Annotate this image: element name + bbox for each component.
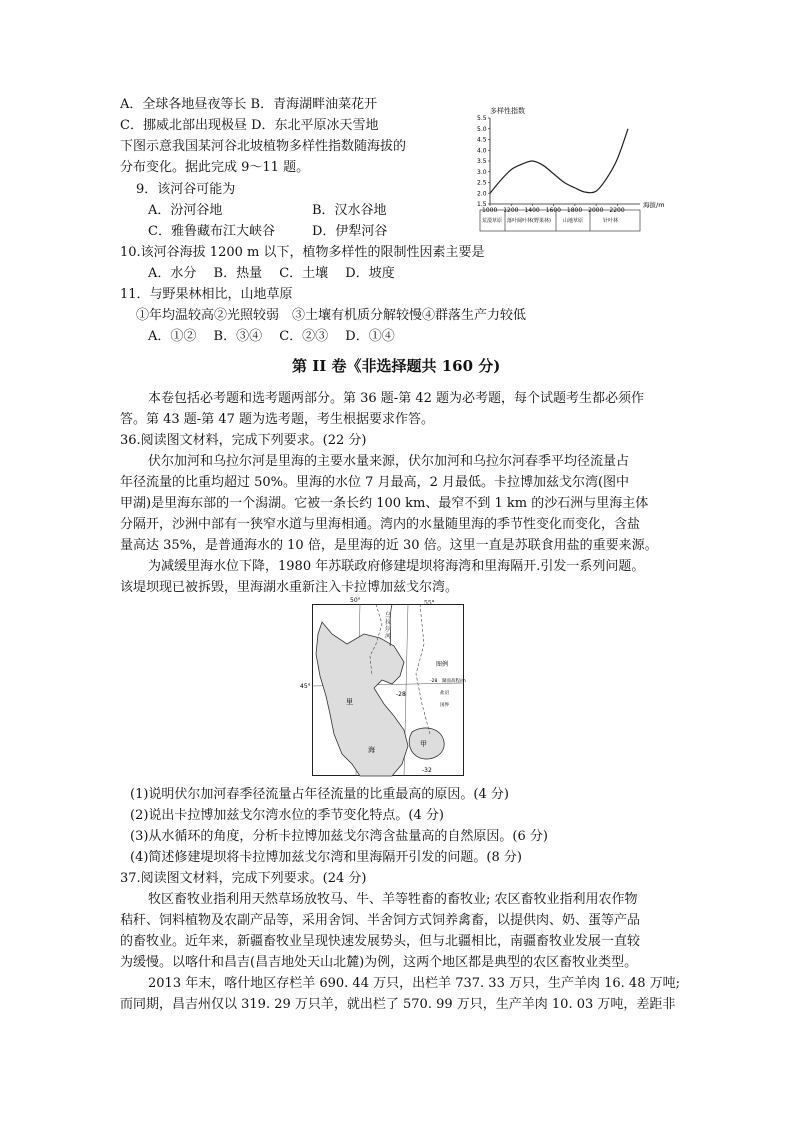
lat-label-45: 45° xyxy=(300,683,311,690)
q9-option-a: A．汾河谷地 xyxy=(148,203,223,218)
zone-conifer-forest: 针叶林 xyxy=(603,218,619,224)
option-line-cd: C．挪威北部出现极昼 D．东北平原冰天雪地 xyxy=(120,118,379,133)
question-9: 9．该河谷可能为 xyxy=(136,182,236,197)
q36-subquestion-2: (2)说出卡拉博加兹戈尔湾水位的季节变化特点。(4 分) xyxy=(130,808,444,823)
x-tick-label: 1800 xyxy=(566,207,583,214)
map-legend-salt-marsh: 盐沼 xyxy=(440,691,449,696)
q36-text-line-3: 甲湖)是里海东部的一个潟湖。它被一条长约 100 km、最窄不到 1 km 的沙石洲与里海主体 xyxy=(120,496,649,511)
option-line-ab: A．全球各地昼夜等长 B．青海湖畔油菜花开 xyxy=(120,97,378,112)
q37-text-line-4: 为缓慢。以喀什和昌吉(昌吉地处天山北麓)为例，这两个地区都是典型的农区畜牧业类型。 xyxy=(120,955,638,970)
q37-text-line-5: 2013 年末，喀什地区存栏羊 690. 44 万只，出栏羊 737. 33 万只，生产羊肉 16. 48 万吨; xyxy=(148,976,680,991)
q10-options: A．水分 B．热量 C．土壤 D．坡度 xyxy=(148,266,395,281)
q36-text-line-6: 为减缓里海水位下降，1980 年苏联政府修建堤坝将海湾和里海隔开.引发一系列问题。 xyxy=(148,559,645,574)
x-tick-label: 1200 xyxy=(503,207,519,214)
y-tick-label: 2.0 xyxy=(477,190,487,198)
q9-option-c: C．雅鲁藏布江大峡谷 xyxy=(148,224,275,239)
sea-label-1: 里 xyxy=(346,698,353,706)
q36-text-line-1: 伏尔加河和乌拉尔河是里海的主要水量来源，伏尔加河和乌拉尔河春季平均径流量占 xyxy=(148,454,630,469)
q37-text-line-1: 牧区畜牧业指利用天然草场放牧马、牛、羊等牲畜的畜牧业; 农区畜牧业指利用农作物 xyxy=(148,892,638,907)
x-tick-label: 2000 xyxy=(588,207,604,214)
x-tick-label: 1600 xyxy=(545,207,561,214)
q37-text-line-6: 而同期，昌吉州仅以 319. 29 万只羊，就出栏了 570. 99 万只，生产羊肉 10. 03 万吨，差距非 xyxy=(120,997,676,1012)
diversity-series-line xyxy=(490,129,628,194)
chart-intro-line-2: 分布变化。据此完成 9～11 题。 xyxy=(120,160,310,175)
q36-text-line-4: 分隔开，沙洲中部有一狭窄水道与里海相通。湾内的水量随里海的季节性变化而变化，含盐 xyxy=(120,517,641,532)
q37-text-line-3: 的畜牧业。近年来，新疆畜牧业呈现快速发展势头，但与北疆相比，南疆畜牧业发展一直较 xyxy=(120,934,641,949)
x-axis-label: 海拔/m xyxy=(643,201,665,209)
y-tick-label: 1.5 xyxy=(477,201,487,208)
section-intro-line-1: 本卷包括必考题和选考题两部分。第 36 题-第 42 题为必考题，每个试题考生都必须作 xyxy=(148,391,645,406)
q11-statements: ①年均温较高②光照较弱 ③土壤有机质分解较慢④群落生产力较低 xyxy=(136,308,527,323)
map-legend-border: 国界 xyxy=(440,703,449,708)
q36-subquestion-1: (1)说明伏尔加河春季径流量占年径流量的比重最高的原因。(4 分) xyxy=(130,787,509,802)
q9-option-b: B．汉水谷地 xyxy=(312,203,387,218)
map-legend-elevation: -28 湖面高程/m xyxy=(430,679,466,684)
zone-desert-steppe: 荒漠草原 xyxy=(482,218,503,224)
map-legend-title: 图例 xyxy=(436,661,449,668)
contour-label-32: -32 xyxy=(422,767,432,774)
question-11: 11．与野果林相比，山地草原 xyxy=(120,287,293,302)
y-tick-label: 2.5 xyxy=(477,179,487,187)
x-tick-label: 1000 xyxy=(482,207,498,214)
q37-text-line-2: 秸秆、饲料植物及农副产品等，采用舍饲、半舍饲方式饲养禽畜，以提供肉、奶、蛋等产品 xyxy=(120,913,641,928)
zone-mountain-steppe: 山地草原 xyxy=(563,218,584,224)
question-37-heading: 37.阅读图文材料，完成下列要求。(24 分) xyxy=(120,871,367,886)
section-intro-line-2: 答。第 43 题-第 47 题为选考题，考生根据要求作答。 xyxy=(120,412,435,427)
q36-subquestion-4: (4)简述修建堤坝将卡拉博加兹戈尔湾和里海隔开引发的问题。(8 分) xyxy=(130,850,522,865)
contour-label-28: -28 xyxy=(396,691,406,698)
y-tick-label: 3.0 xyxy=(477,168,487,176)
chart-title: 多样性指数 xyxy=(490,107,525,115)
sea-label-2: 海 xyxy=(368,746,375,754)
q36-text-line-2: 年径流量的比重均超过 50%。里海的水位 7 月最高，2 月最低。卡拉博加兹戈尔湾(图中 xyxy=(120,475,630,490)
q36-text-line-7: 该堤坝现已被拆毁，里海湖水重新注入卡拉博加兹戈尔湾。 xyxy=(120,580,459,595)
question-10: 10.该河谷海拔 1200 m 以下，植物多样性的限制性因素主要是 xyxy=(120,245,485,260)
lon-label-50: 50° xyxy=(350,597,361,604)
lake-label: 甲 xyxy=(420,740,427,748)
y-tick-label: 3.5 xyxy=(477,158,487,165)
x-tick-label: 1400 xyxy=(524,207,540,214)
y-tick-label: 5.5 xyxy=(477,115,487,122)
lon-label-55: 55° xyxy=(424,600,435,607)
x-tick-label: 2200 xyxy=(609,207,625,214)
y-tick-label: 5.0 xyxy=(477,125,487,133)
question-36-heading: 36.阅读图文材料，完成下列要求。(22 分) xyxy=(120,433,367,448)
q9-option-d: D．伊犁河谷 xyxy=(312,224,388,239)
y-tick-label: 4.5 xyxy=(477,136,487,144)
q11-options: A．①② B．③④ C．②③ D．①④ xyxy=(148,329,395,344)
q36-subquestion-3: (3)从水循环的角度，分析卡拉博加兹戈尔湾含盐量高的自然原因。(6 分) xyxy=(130,829,548,844)
ural-river-label: 乌拉尔河 xyxy=(385,612,392,640)
section-title: 第 II 卷《非选择题共 160 分) xyxy=(292,357,501,375)
zone-fruit-forest: 落叶阔叶林(野果林) xyxy=(507,218,551,224)
chart-intro-line-1: 下图示意我国某河谷北坡植物多样性指数随海拔的 xyxy=(120,139,407,154)
q36-text-line-5: 量高达 35%，是普通海水的 10 倍，是里海的近 30 倍。这里一直是苏联食用盐的重要来源。 xyxy=(120,538,658,553)
y-tick-label: 4.0 xyxy=(477,147,487,155)
diversity-chart xyxy=(468,100,688,235)
